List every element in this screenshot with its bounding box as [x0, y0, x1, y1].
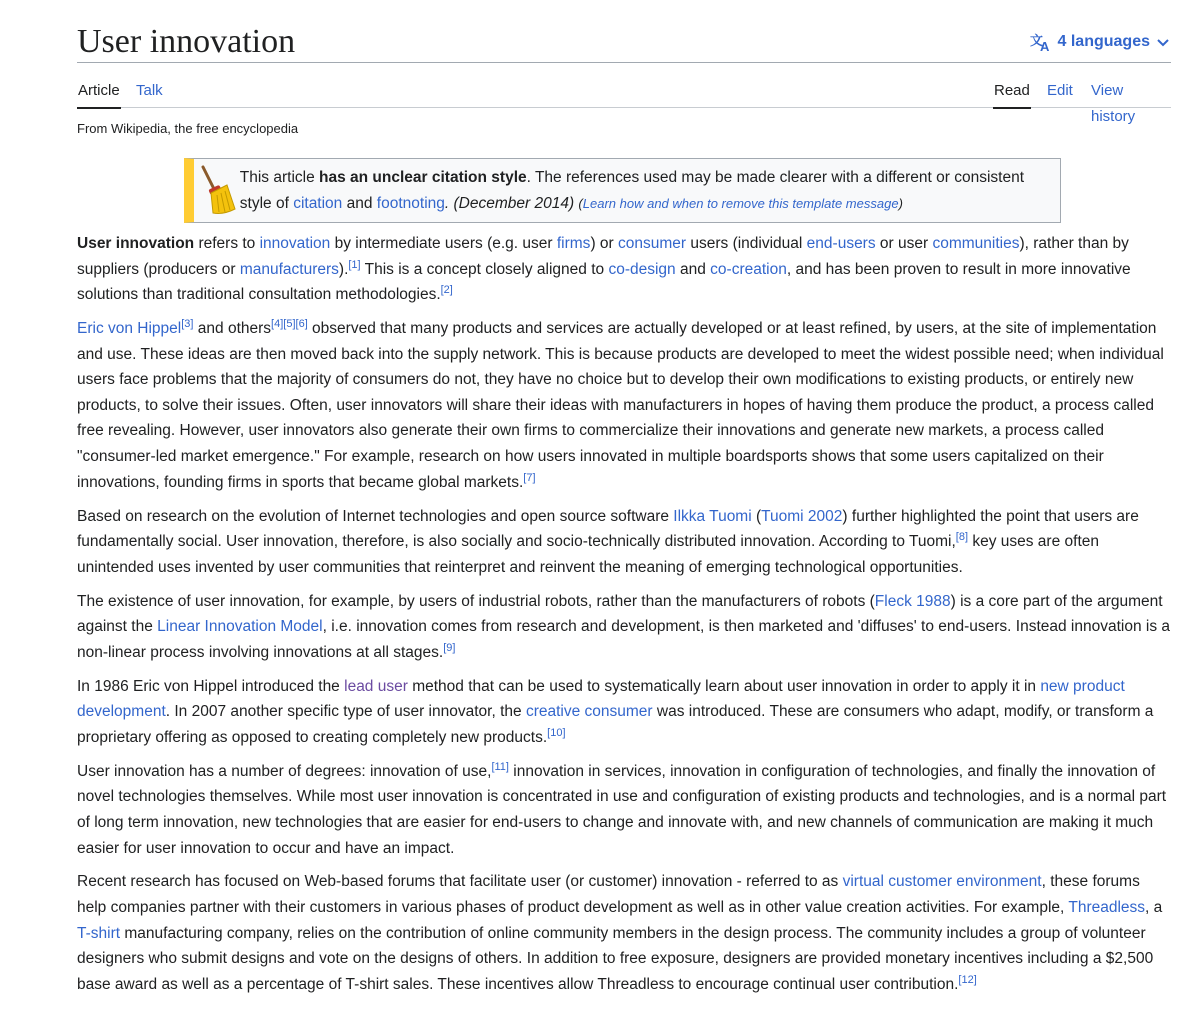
languages-label: 4 languages	[1057, 33, 1150, 50]
link-eric-von-hippel[interactable]: Eric von Hippel	[77, 320, 182, 338]
paragraph-4: The existence of user innovation, for example, by users of industrial robots, rather than the manufacturers of robots (Fleck 1988) is a core part of the argument against the Linear Innovation Model, i.e. innovation comes from research and development, is then marketed and 'diffuses' to end-users. Instead innovation is a non-linear process involving innovations at all stages.[9]	[77, 592, 1171, 661]
ref-1[interactable]: [1]	[348, 258, 361, 271]
link-new-product-development[interactable]: new product development	[77, 677, 1125, 721]
ref-5[interactable]: [5]	[283, 318, 296, 331]
link-firms[interactable]: firms	[556, 235, 591, 252]
ref-6[interactable]: [6]	[295, 318, 308, 331]
tab-edit[interactable]: Edit	[1047, 82, 1073, 99]
ref-7[interactable]: [7]	[523, 471, 536, 484]
ref-12[interactable]: [12]	[958, 973, 977, 986]
footnoting-link[interactable]: footnoting	[376, 194, 445, 212]
tab-article[interactable]: Article	[77, 78, 121, 109]
notice-text: This article has an unclear citation style. The references used may be made clearer with a different or consistent style of citation and footnoting. (December 2014) (Learn how and when to remove this template message)	[239, 168, 1025, 212]
ref-8[interactable]: [8]	[955, 531, 969, 544]
paragraph-7: Recent research has focused on Web-based forums that facilitate user (or customer) innovation - referred to as virtual customer environment, these forums help companies partner with their customers in various phases of product development as well as in other value creation activities. For example, Threadless, a T-shirt manufacturing company, relies on the contribution of online community members in the design process. The community includes a group of volunteer designers who submit designs and vote on the designs of others. In addition to free exposure, designers are provided monetary incentives including a $2,500 base award as well as a percentage of T-shirt sales. These incentives allow Threadless to encourage continual user contribution.[12]	[77, 873, 1163, 993]
paragraph-1: User innovation refers to innovation by intermediate users (e.g. user firms) or consumer users (individual end-users or user communities), rather than by suppliers (producers or manufacturers).[1] This is a concept closely aligned to co-design and co-creation, and has been proven to result in more innovative solutions than traditional consultation methodologies.[2]	[77, 235, 1131, 304]
tab-talk[interactable]: Talk	[136, 82, 163, 99]
site-tagline: From Wikipedia, the free encyclopedia	[77, 121, 299, 136]
link-fleck-1988[interactable]: Fleck 1988	[874, 592, 951, 610]
paragraph-5: In 1986 Eric von Hippel introduced the lead user method that can be used to systematically learn about user innovation in order to apply it in new product development. In 2007 another specific type of user innovator, the creative consumer was introduced. These are consumers who adapt, modify, or transform a proprietary offering as opposed to creating completely new products.[10]	[77, 677, 1154, 746]
broom-icon	[194, 159, 240, 222]
languages-button[interactable]	[1030, 30, 1170, 54]
ref-10[interactable]: [10]	[547, 726, 566, 739]
page-title: User innovation	[77, 23, 296, 60]
ref-11[interactable]: [11]	[491, 760, 509, 773]
link-tuomi-2002[interactable]: Tuomi 2002	[761, 507, 843, 525]
link-virtual-customer-environment[interactable]: virtual customer environment	[842, 873, 1042, 891]
translate-icon	[1030, 32, 1052, 52]
link-manufacturers[interactable]: manufacturers	[239, 260, 339, 278]
paragraph-6: User innovation has a number of degrees: innovation of use,[11] innovation in services, innovation in configuration of technologies, and finally the innovation of novel technologies themselves. While most user innovation is concentrated in use and configuration of existing products and technologies, and is a normal part of long term innovation, new technologies that are easier for end-users to change and innovate with, and new channels of communication are making it much easier for user innovation to occur and have an impact.	[77, 760, 1167, 857]
paragraph-2: Eric von Hippel[3] and others[4][5][6] observed that many products and services are actually developed or at least refined, by users, at the site of implementation and use. These ideas are then moved back into the supply network. This is because products are developed to meet the widest possible need; when individual users face problems that the majority of consumers do not, they have no choice but to develop their own modifications to existing products, or entirely new products, to solve their issues. Often, user innovators will share their ideas with manufacturers in hopes of having them produce the product, a process called free revealing. However, user innovators also generate their own firms to commercialize their innovations and generate new markets, a process called "consumer-led market emergence." For example, research on how users innovated in multiple boardsports shows that some users capitalized on their innovations, founding firms in sports that became global markets.[7]	[77, 318, 1164, 491]
link-threadless[interactable]: Threadless	[1068, 899, 1146, 917]
link-lead-user[interactable]: lead user	[344, 677, 408, 695]
citation-style-notice	[184, 158, 1061, 223]
ref-2[interactable]: [2]	[440, 284, 453, 297]
link-co-creation[interactable]: co-creation	[710, 260, 787, 278]
link-co-design[interactable]: co-design	[608, 260, 676, 278]
link-t-shirt[interactable]: T-shirt	[77, 924, 121, 942]
ref-9[interactable]: [9]	[443, 641, 456, 654]
page-tabs	[77, 78, 1171, 125]
ref-4[interactable]: [4]	[271, 318, 284, 331]
ref-3[interactable]: [3]	[181, 318, 194, 331]
svg-text:文: 文	[1029, 34, 1043, 49]
paragraph-3: Based on research on the evolution of Internet technologies and open source software Ilkka Tuomi (Tuomi 2002) further highlighted the point that users are fundamentally social. User innovation, therefore, is also socially and socio-technically distributed innovation. According to Tuomi,[8] key uses are often unintended uses invented by user communities that reinterpret and reinvent the meaning of emerging technological opportunities.	[77, 507, 1139, 576]
article-body	[77, 231, 1171, 1006]
tab-read[interactable]: Read	[993, 78, 1031, 109]
link-end-users[interactable]: end-users	[806, 235, 876, 252]
title-divider	[77, 62, 1171, 63]
link-communities[interactable]: communities	[932, 235, 1020, 252]
link-linear-innovation-model[interactable]: Linear Innovation Model	[157, 618, 323, 636]
link-creative-consumer[interactable]: creative consumer	[525, 703, 653, 721]
chevron-down-icon	[1156, 35, 1170, 49]
link-consumer[interactable]: consumer	[618, 235, 687, 252]
link-ilkka-tuomi[interactable]: Ilkka Tuomi	[673, 507, 752, 525]
tab-view-history[interactable]: View history	[1091, 82, 1136, 125]
remove-template-link[interactable]: Learn how and when to remove this template message	[582, 195, 899, 211]
link-innovation[interactable]: innovation	[259, 235, 331, 252]
svg-text:A: A	[1039, 39, 1049, 52]
citation-link[interactable]: citation	[293, 194, 343, 212]
